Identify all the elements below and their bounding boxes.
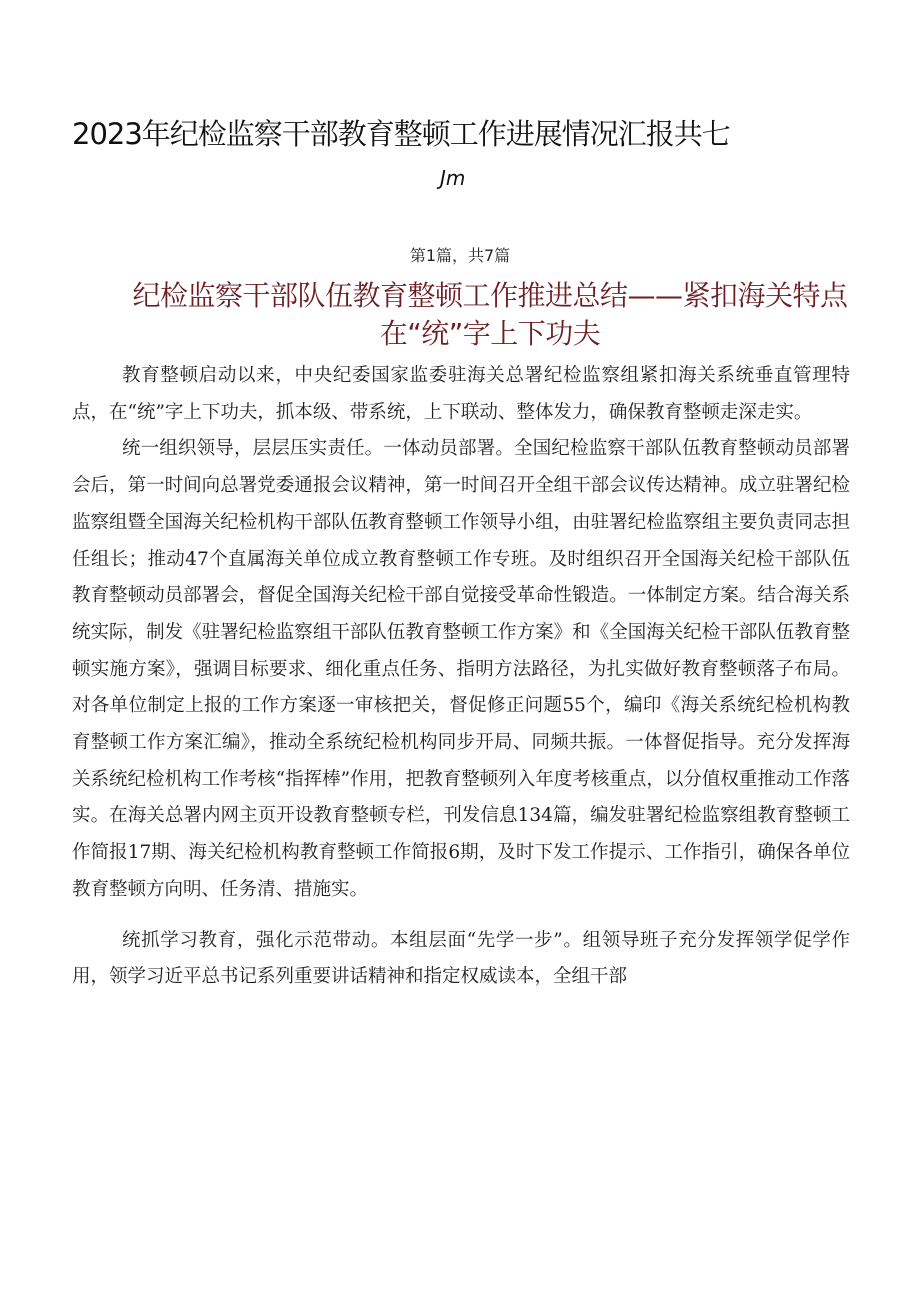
paragraph-study: 统抓学习教育，强化示范带动。本组层面“先学一步”。组领导班子充分发挥领学促学作用，领学习近平总书记系列重要讲话精神和指定权威读本，全组干部 — [72, 929, 850, 988]
paragraph-intro: 教育整顿启动以来，中央纪委国家监委驻海关总署纪检监察组紧扣海关系统垂直管理特点，在“统”字上下功夫，抓本级、带系统，上下联动、整体发力，确保教育整顿走深走实。 — [72, 365, 850, 423]
paragraph-organization: 统一组织领导，层层压实责任。一体动员部署。全国纪检监察干部队伍教育整顿动员部署会后，第一时间向总署党委通报会议精神，第一时间召开全组干部会议传达精神。成立驻署纪检监察组暨全国海关纪检机构干部队伍教育整顿工作领导小组，由驻署纪检监察组主要负责同志担任组长；推动47个直属海关单位成立教育整顿工作专班。及时组织召开全国海关纪检干部队伍教育整顿动员部署会，督促全国海关纪检干部自觉接受革命性锻造。一体制定方案。结合海关系统实际，制发《驻署纪检监察组干部队伍教育整顿工作方案》和《全国海关纪检干部队伍教育整顿实施方案》，强调目标要求、细化重点任务、指明方法路径，为扎实做好教育整顿落子布局。对各单位制定上报的工作方案逐一审核把关，督促修正问题55个，编印《海关系统纪检机构教育整顿工作方案汇编》，推动全系统纪检机构同步开局、同频共振。一体督促指导。充分发挥海关系统纪检机构工作考核“指挥棒”作用，把教育整顿列入年度考核重点，以分值权重推动工作落实。在海关总署内网主页开设教育整顿专栏，刊发信息134篇，编发驻署纪检监察组教育整顿工作简报17期、海关纪检机构教育整顿工作简报6期，及时下发工作提示、工作指引，确保各单位教育整顿方向明、任务清、措施实。 — [72, 438, 850, 900]
body-text — [72, 358, 850, 996]
document-subtitle: Jm — [440, 166, 466, 190]
part-label: 第1篇，共7篇 — [409, 246, 511, 265]
part-title: 纪检监察干部队伍教育整顿工作推进总结——紧扣海关特点在“统”字上下功夫 — [132, 279, 848, 350]
document-title: 2023年纪检监察干部教育整顿工作进展情况汇报共七 — [72, 117, 730, 151]
